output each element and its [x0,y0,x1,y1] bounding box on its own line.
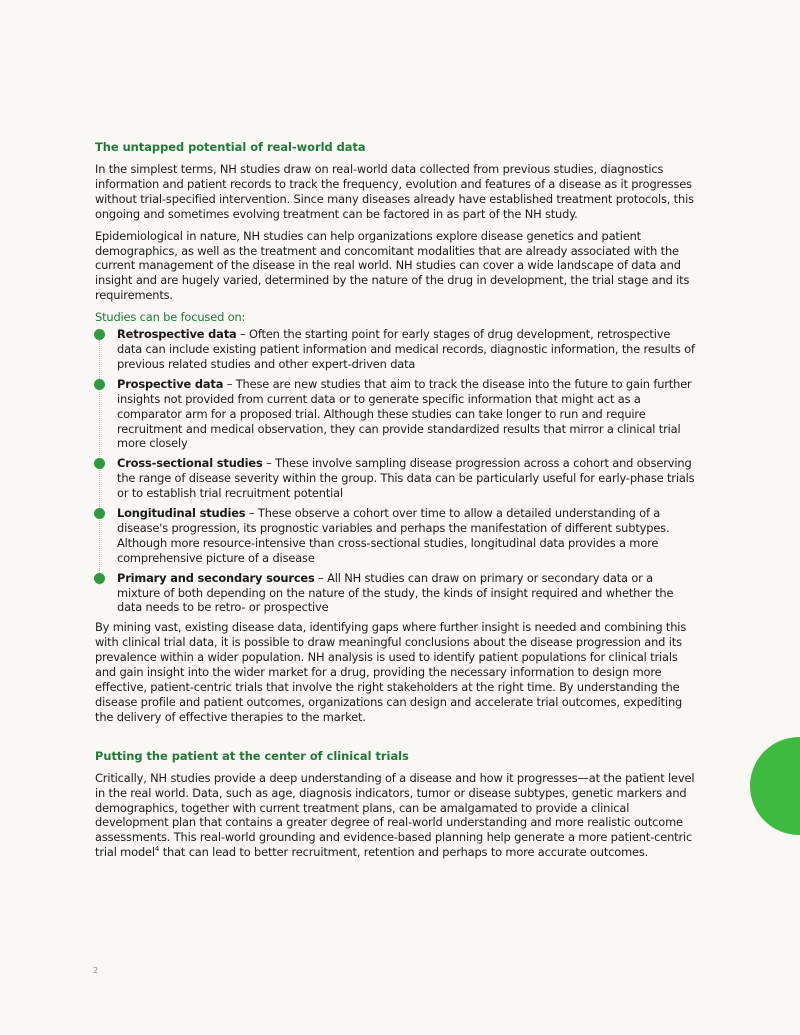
paragraph-text: Critically, NH studies provide a deep understanding of a disease and how it progresses—at the patient level in the real world. Data, such as age, diagnosis indicators, tumor or disease subtypes, genetic markers and demographics, together with current treatment plans, can be amalgamated to provide a clinical development plan that contains a greater degree of real-world understanding and more realistic outcome assessments. This real-world grounding and evidence-based planning help generate a more patient-centric trial model [95,770,695,860]
study-types-list [95,327,695,615]
list-item-term: Cross-sectional studies [117,456,263,471]
section-heading-patient-center: Putting the patient at the center of clinical trials [95,748,409,763]
list-item [95,506,695,566]
list-item-text: – These observe a cohort over time to allow a detailed understanding of a disease's progression, its prognostic variables and perhaps the manifestation of different subtypes. Although more resource-intensive than cross-sectional studies, longitudinal data provides a more comprehensive picture of a disease [117,506,670,565]
list-item-text: – These involve sampling disease progression across a cohort and observing the range of disease severity within the group. This data can be particularly useful for early-phase trials or to establish trial recruitment potential [117,456,695,501]
focus-intro: Studies can be focused on: [95,310,246,325]
bullet-dot-icon [94,508,105,519]
list-item-text: – Often the starting point for early stages of drug development, retrospective data can include existing patient information and medical records, diagnostic information, the results of previous related studies and other expert-driven data [117,327,695,371]
paragraph: By mining vast, existing disease data, identifying gaps where further insight is needed and combining this with clinical trial data, it is possible to draw meaningful conclusions about the disease progression and its prevalence within a wider population. NH analysis is used to identify patient populations for clinical trials and gain insight into the wider market for a drug, providing the necessary information to design more effective, patient-centric trials that involve the right stakeholders at the right time. By understanding the disease profile and patient outcomes, organizations can design and accelerate trial outcomes, expediting the delivery of effective therapies to the market. [95,620,687,724]
footnote-ref: 4 [154,845,160,854]
bullet-dot-icon [94,329,105,340]
paragraph: Epidemiological in nature, NH studies can help organizations explore disease genetics and patient demographics, as well as the treatment and concomitant modalities that are already associated with the current management of the disease in the real world. NH studies can cover a wide landscape of data and insight and are hugely varied, determined by the nature of the drug in development, the trial stage and its requirements. [95,228,690,303]
paragraph [95,771,695,860]
list-item [95,571,695,616]
list-item-text: – All NH studies can draw on primary or secondary data or a mixture of both depending on the nature of the study, the kinds of insight required and whether the data needs to be retro- or prospective [117,570,674,615]
list-item-text: – These are new studies that aim to track the disease into the future to gain further insights not provided from current data or to generate specific information that might act as a comparator arm for a proposed trial. Although these studies can take longer to run and require recruitment and medical observation, they can provide standardized results that mirror a clinical trial more closely [117,376,692,451]
paragraph-text: that can lead to better recruitment, retention and perhaps to more accurate outcomes. [159,845,649,860]
list-item [95,377,695,452]
bullet-dot-icon [94,379,105,390]
bullet-dot-icon [94,573,105,584]
list-item-term: Retrospective data [117,327,237,342]
paragraph: In the simplest terms, NH studies draw on real-world data collected from previous studies, diagnostics information and patient records to track the frequency, evolution and features of a disease as it progresses without trial-specified intervention. Since many diseases already have established treatment protocols, this ongoing and sometimes evolving treatment can be factored in as part of the NH study. [95,162,694,221]
list-item-term: Longitudinal studies [117,506,246,521]
document-body [95,140,695,867]
section-heading-real-world-data: The untapped potential of real-world data [95,140,366,154]
decorative-circle [750,737,800,835]
list-item [95,456,695,501]
list-item-term: Primary and secondary sources [117,570,315,585]
bullet-dot-icon [94,458,105,469]
list-item [95,327,695,372]
page-number: 2 [93,966,99,975]
list-item-term: Prospective data [117,376,224,391]
